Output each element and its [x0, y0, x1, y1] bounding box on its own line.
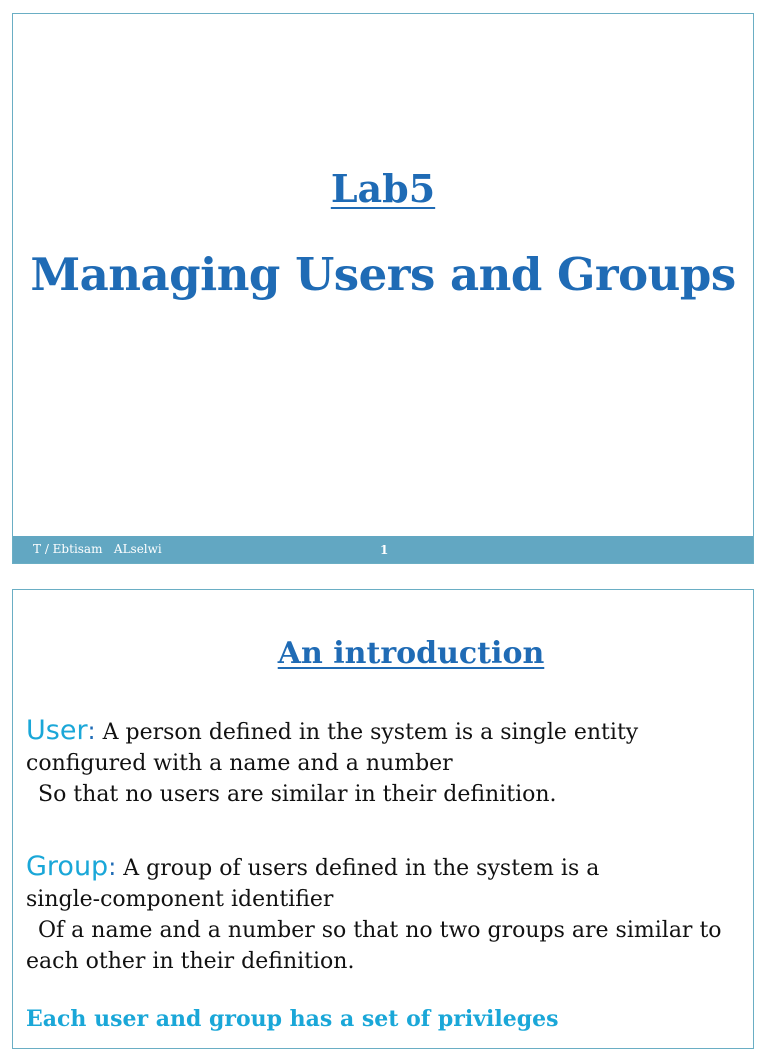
main-title: Managing Users and Groups [30, 248, 736, 301]
user-line-3: So that no users are similar in their definition. [38, 782, 557, 807]
group-line-2: single-component identifier [26, 887, 334, 912]
page-number: 1 [380, 543, 389, 557]
slide-2 [12, 589, 754, 1049]
group-line-1: A group of users defined in the system is a [116, 856, 600, 881]
user-term: User [26, 715, 88, 746]
lab-title: Lab5 [330, 166, 436, 211]
intro-title: An introduction [277, 636, 545, 671]
group-term: Group [26, 851, 109, 882]
user-line-1: A person defined in the system is a single entity [95, 720, 639, 745]
group-colon: : [108, 853, 117, 881]
user-colon: : [87, 717, 96, 745]
group-definition [26, 851, 746, 977]
user-definition [26, 715, 746, 810]
group-line-4: each other in their definition. [26, 949, 355, 974]
privileges-heading: Each user and group has a set of privileges [26, 1006, 559, 1032]
user-line-2: configured with a name and a number [26, 751, 453, 776]
slide-footer-bar [13, 536, 753, 563]
group-line-3: Of a name and a number so that no two groups are similar to [38, 918, 722, 943]
slide-1 [12, 13, 754, 564]
footer-author: T / Ebtisam ALselwi [33, 542, 162, 556]
